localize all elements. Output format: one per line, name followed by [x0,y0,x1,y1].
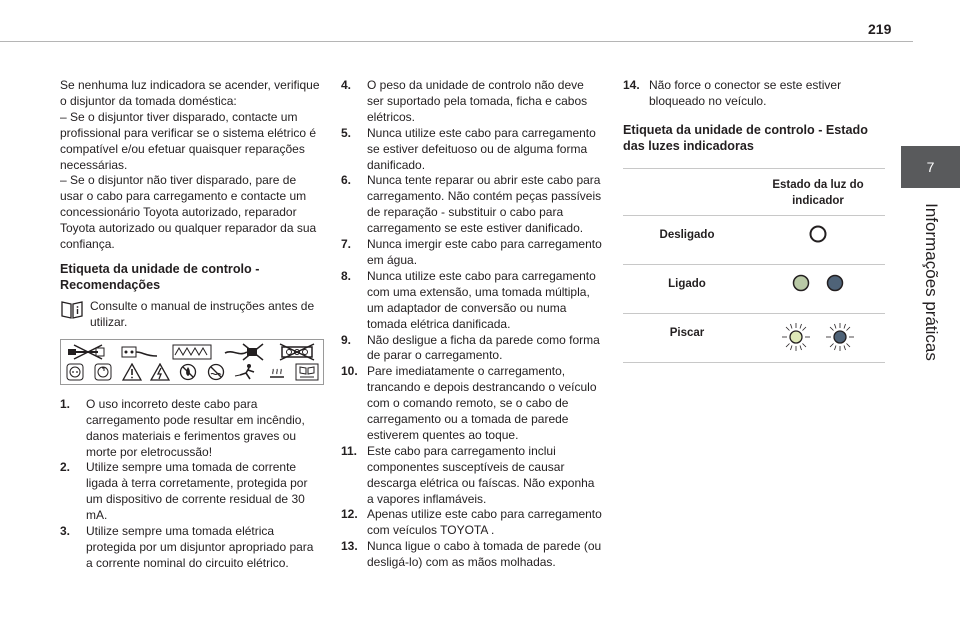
item-number: 6. [341,173,352,188]
chapter-tab[interactable]: 7 [901,146,960,188]
socket-rcd-icon [93,363,113,381]
item-number: 8. [341,268,352,283]
led-blink-dark-icon [825,322,855,352]
warning-icon [122,363,142,381]
item-text: Nunca ligue o cabo à tomada de parede (ou desligá-lo) com as mãos molhadas. [367,539,602,570]
no-hot-icon [267,363,287,381]
manual-note [60,299,322,331]
no-multi-plug-icon [276,343,318,361]
item-text: Pare imediatamente o carregamento, trancando e depois destrancando o veículo com o comando remoto, se o cabo de carregamento ou a tomada de parede estiverem quentes ao toque. [367,364,597,442]
item-text: Não force o conector se este estiver bloqueado no veículo. [649,78,842,108]
item-text: Nunca utilize este cabo para carregamento se estiver defeituoso ou de alguma forma danificado. [367,125,596,172]
item-number: 4. [341,78,352,92]
no-tamper-icon [223,343,265,361]
chapter-title [901,192,960,372]
item-number: 1. [60,396,71,411]
list-item [341,78,603,126]
intro-bullet: – Se o disjuntor não tiver disparado, pare de usar o cabo para carregamento e contacte um concessionário Toyota autorizado, reparador Toyota autorizado ou qualquer reparador da sua confiança. [60,173,317,252]
led-on-light-icon [791,273,811,293]
item-number: 3. [60,524,71,539]
list-item [341,507,603,539]
list-item [60,460,322,524]
state-cell [751,264,885,313]
item-number: 12. [341,507,358,522]
item-number: 2. [60,460,71,475]
table-header-empty [623,168,751,215]
no-adapter-icon [119,343,161,361]
item-number: 11. [341,443,358,458]
table-row [623,215,885,264]
column-1 [60,78,322,572]
item-text: Utilize sempre uma tomada de corrente ligada à terra corretamente, protegida por um dispositivo de corrente residual de 30 mA. [86,460,308,523]
page-number: 219 [868,21,892,37]
pictogram-row [61,342,323,361]
list-item [60,524,322,572]
intro-paragraph: Se nenhuma luz indicadora se acender, verifique o disjuntor da tomada doméstica: [60,78,320,108]
no-fire-icon [178,363,198,381]
no-extension-icon [66,343,108,361]
led-off-icon [808,224,828,244]
column-3 [623,78,885,363]
list-item [623,78,885,110]
state-label: Ligado [623,264,751,313]
item-text: Nunca tente reparar ou abrir este cabo para carregamento. Não contém peças passíveis de reparação - substituir o cabo para carregamento se este estiver danificado. [367,173,602,236]
list-item [341,237,603,269]
item-text: Nunca imergir este cabo para carregamento em água. [367,237,602,267]
no-cut-icon [171,343,213,361]
no-pull-icon [234,363,258,381]
chapter-title-text: Informações práticas [921,203,941,361]
state-cell [751,215,885,264]
table-row [623,313,885,362]
item-number: 5. [341,125,352,140]
list-item [341,364,603,444]
list-item [60,397,322,461]
item-text: Utilize sempre uma tomada elétrica protegida por um disjuntor apropriado para a corrente nominal do circuito elétrico. [86,524,314,570]
intro-bullet: – Se o disjuntor tiver disparado, contacte um profissional para verificar se o sistema elétrico é compatível e/ou efetuar quaisquer reparações necessárias. [60,109,317,172]
led-blink-light-icon [781,322,811,352]
led-on-dark-icon [825,273,845,293]
table-header-state: Estado da luz do indicador [751,168,885,215]
item-text: Nunca utilize este cabo para carregamento com uma extensão, uma tomada múltipla, um adaptador de conversão ou numa tomada elétrica danificada. [367,268,596,331]
read-manual-icon [295,363,319,381]
no-water-icon [206,363,226,381]
list-item [341,539,603,571]
list-item [341,333,603,365]
item-text: O uso incorreto deste cabo para carregamento pode resultar em incêndio, danos materiais e ferimentos graves ou morte por eletrocussão! [86,396,305,459]
recommendations-heading: Etiqueta da unidade de controlo - Recomendações [60,261,260,292]
item-number: 9. [341,332,352,347]
manual-note-text: Consulte o manual de instruções antes de utilizar. [90,298,315,329]
item-text: Apenas utilize este cabo para carregamento com veículos TOYOTA . [367,507,602,538]
indicator-table-block [623,168,885,363]
socket-earth-icon [65,363,85,381]
item-number: 10. [341,364,358,379]
list-item [341,126,603,174]
indicator-table [623,168,885,363]
list-item [341,269,603,333]
recommendation-list [341,78,603,571]
recommendation-list [60,397,322,572]
item-text: O peso da unidade de controlo não deve ser suportado pela tomada, ficha e cabos elétricos. [367,78,588,124]
state-label: Desligado [623,215,751,264]
electric-hazard-icon [150,363,170,381]
header-rule [0,41,913,42]
control-unit-label [60,339,324,385]
recommendation-list [623,78,885,110]
item-text: Não desligue a ficha da parede como forma de parar o carregamento. [367,332,600,363]
table-row [623,264,885,313]
state-label: Piscar [623,313,751,362]
state-cell [751,313,885,362]
item-number: 13. [341,539,358,554]
item-number: 14. [623,78,640,92]
item-number: 7. [341,237,352,252]
column-2 [341,78,603,571]
list-item [341,444,603,508]
indicator-heading: Etiqueta da unidade de controlo - Estado das luzes indicadoras [623,122,868,153]
list-item [341,173,603,237]
pictogram-row [61,362,323,381]
table-header-row [623,168,885,215]
item-text: Este cabo para carregamento inclui componentes susceptíveis de causar descarga elétrica ou faíscas. Não exponha a vapores inflamáveis. [367,443,595,506]
manual-book-icon [60,299,84,319]
